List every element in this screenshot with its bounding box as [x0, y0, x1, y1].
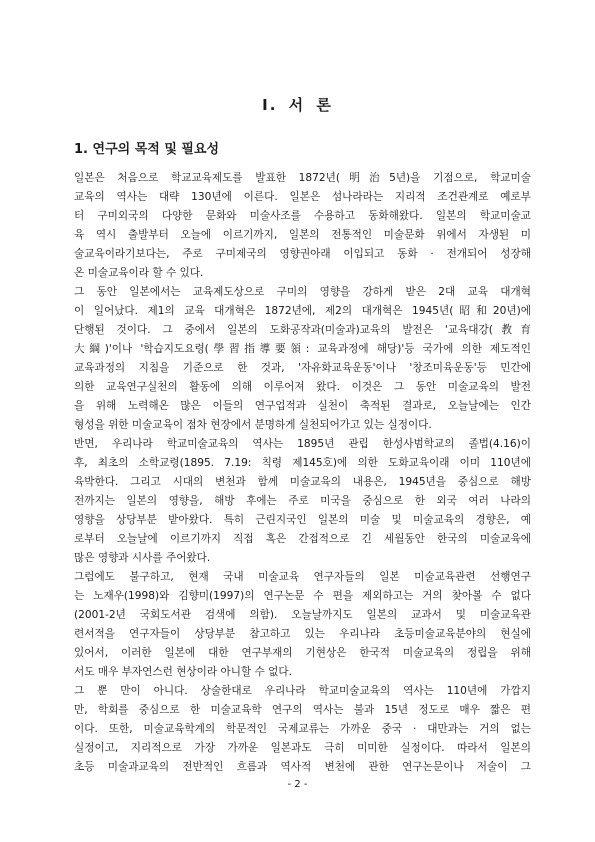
- text-line: 을 위해 노력해온 많은 이들의 연구업적과 실천이 축적된 결과로, 오늘날에는 인간: [74, 400, 531, 412]
- page-number: - 2 -: [287, 779, 308, 790]
- text-line: (2001-2년 국회도서관 검색에 의함). 오늘날까지도 일본의 교과서 및 미술교육관: [74, 609, 531, 621]
- text-line: 그럼에도 불구하고, 현재 국내 미술교육 연구자들의 일본 미술교육관련 선행연구: [74, 571, 531, 583]
- text-line: 반면, 우리나라 학교미술교육의 역사는 1895년 관립 한성사범학교의 졸법(4.16)이: [74, 438, 531, 450]
- text-line: 영향을 상당부분 받아왔다. 특히 근린지국인 일본의 미술 및 미술교육의 경향은, 예: [74, 514, 531, 526]
- text-line: 이다. 또한, 미술교육학계의 학문적인 국제교류는 가까운 중국 · 대만과는 거의 없는: [74, 723, 531, 735]
- paragraph: [74, 682, 531, 777]
- paragraph: [74, 283, 531, 435]
- text-line: 전까지는 일본의 영향을, 해방 후에는 주로 미국을 중심으로 한 외국 여러 나라의: [74, 495, 531, 507]
- paragraph: [74, 169, 531, 283]
- text-line: 많은 영향과 시사를 주어왔다.: [74, 552, 211, 564]
- text-line: 온 미술교육이라 할 수 있다.: [74, 267, 204, 279]
- text-line: 그 뿐 만이 아니다. 상술한대로 우리나라 학교미술교육의 역사는 110년에 가깝지: [74, 685, 531, 697]
- chapter-title: Ⅰ. 서 론: [262, 96, 333, 114]
- text-line: 이 일어났다. 제1의 교육 대개혁은 1872년에, 제2의 대개혁은 1945년(昭和20년)에: [74, 305, 531, 317]
- text-line: 일본은 처음으로 학교교육제도를 발표한 1872년(明治5년)을 기점으로, 학교미술: [74, 172, 531, 184]
- text-line: 육 역시 출발부터 오늘에 이르기까지, 일본의 전통적인 미술문화 위에서 자생된 미: [74, 229, 531, 241]
- text-line: 의한 교육연구실천의 활동에 의해 이루어져 왔다. 이것은 그 동안 미술교육의 발전: [74, 381, 531, 393]
- text-line: 있어서, 이러한 일본에 대한 연구부재의 기현상은 한국적 미술교육의 정립을 위해: [74, 647, 531, 659]
- text-line: 는 노재우(1998)와 김향미(1997)의 연구논문 수 편을 제외하고는 거의 찾아볼 수 없다: [74, 590, 531, 602]
- text-line: 서도 매우 부자연스런 현상이라 아니할 수 없다.: [74, 666, 293, 678]
- text-line: 교육의 역사는 대략 130년에 이른다. 일본은 섬나라라는 지리적 조건관계로 예로부: [74, 191, 531, 203]
- text-line: 실정이고, 지리적으로 가장 가까운 일본과도 극히 미미한 실정이다. 따라서 일본의: [74, 742, 531, 754]
- paragraph: [74, 568, 531, 682]
- text-line: 단행된 것이다. 그 중에서 일본의 도화공작과(미술과)교육의 발전은 '교육대강(教育: [74, 324, 531, 336]
- section-title: 1. 연구의 목적 및 필요성: [74, 142, 220, 157]
- text-line: 만, 학회를 중심으로 한 미술교육학 연구의 역사는 불과 15년 정도로 매우 짧은 편: [74, 704, 531, 716]
- text-line: 초등 미술과교육의 전반적인 흐름과 역사적 변천에 관한 연구논문이나 저술이 그: [74, 761, 531, 773]
- text-line: 터 구미외국의 다양한 문화와 미술사조를 수용하고 동화해왔다. 일본의 학교미술교: [74, 210, 531, 222]
- text-line: 로부터 오늘날에 이르기까지 직접 혹은 간접적으로 긴 세월동안 한국의 미술교육에: [74, 533, 531, 545]
- text-line: 교육과정의 지침을 기준으로 한 것과, '자유화교육운동'이나 '창조미육운동'등 민간에: [74, 362, 531, 374]
- text-line: 술교육이라기보다는, 주로 구미제국의 영향권아래 이입되고 동화 · 전개되어 성장해: [74, 248, 531, 260]
- paragraph: [74, 435, 531, 568]
- text-line: 형성을 위한 미술교육이 점차 현장에서 분명하게 실천되어가고 있는 실정이다.: [74, 419, 432, 431]
- text-line: 후, 최초의 소학교령(1895. 7.19: 칙령 제145호)에 의한 도화교육이래 이미 110년에: [74, 457, 531, 469]
- body-text: [74, 169, 531, 777]
- text-line: 그 동안 일본에서는 교육제도상으로 구미의 영향을 강하게 받은 2대 교육 대개혁: [74, 286, 531, 298]
- text-line: 육박한다. 그리고 시대의 변천과 함께 미술교육의 내용은, 1945년을 중심으로 해방: [74, 476, 531, 488]
- text-line: 련서적을 연구자들이 상당부분 참고하고 있는 우리나라 초등미술교육분야의 현실에: [74, 628, 531, 640]
- text-line: 大綱)'이나 '학습지도요령(學習指導要領: 교육과정에 해당)'등 국가에 의한 제도적인: [74, 343, 531, 355]
